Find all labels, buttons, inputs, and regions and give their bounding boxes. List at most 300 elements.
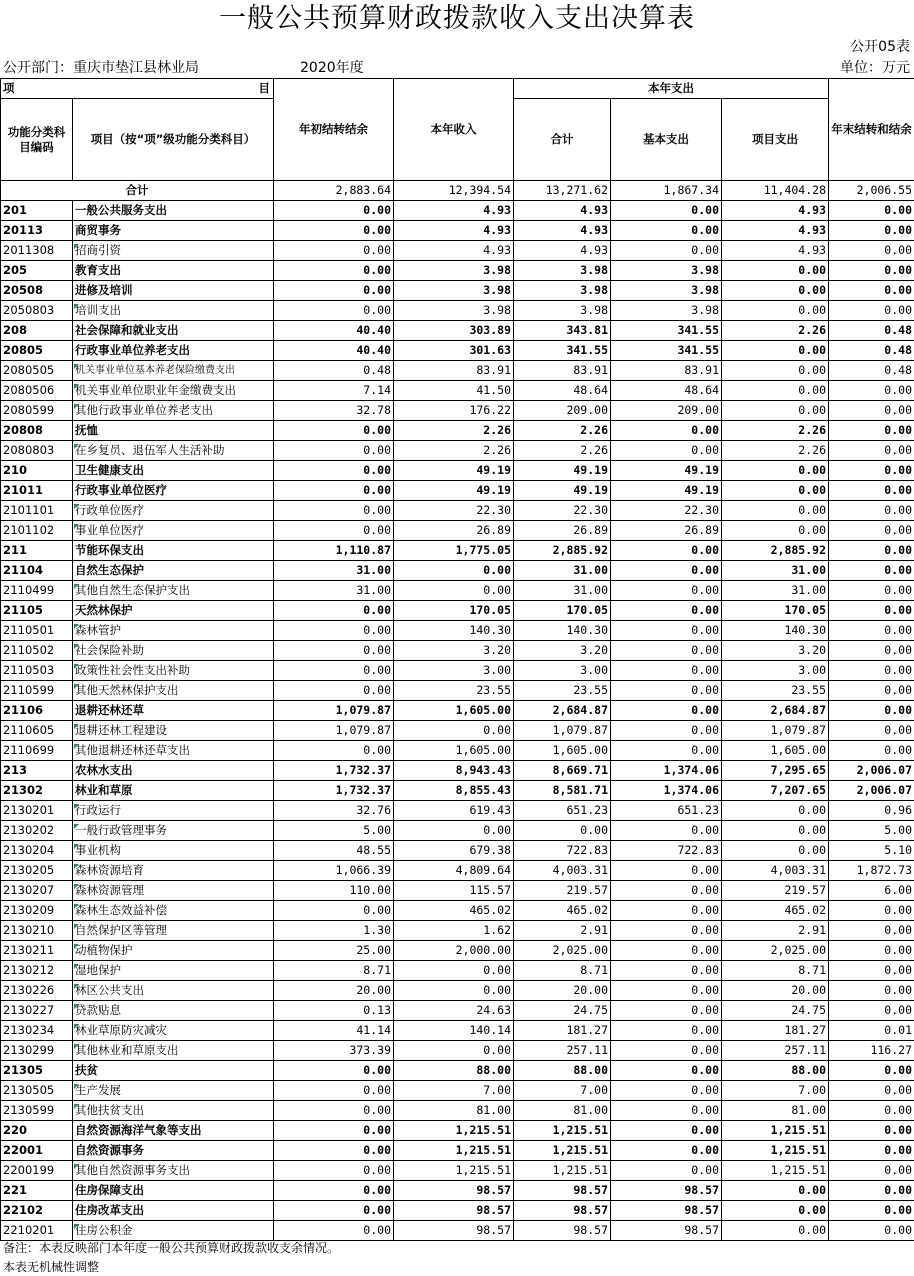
- cell-project: 0.00: [722, 381, 829, 401]
- cell-basic: 1,374.06: [611, 761, 722, 781]
- cell-basic: 0.00: [611, 441, 722, 461]
- header-project-expense: 项目支出: [722, 99, 829, 181]
- cell-project: 0.00: [722, 501, 829, 521]
- cell-basic: 0.00: [611, 921, 722, 941]
- cell-income: 0.00: [394, 581, 514, 601]
- cell-expense-total: 651.23: [514, 801, 611, 821]
- row-name: 自然保护区等管理: [73, 921, 274, 941]
- cell-opening: 0.00: [274, 521, 394, 541]
- row-name: 抚恤: [73, 421, 274, 441]
- cell-opening: 0.00: [274, 1181, 394, 1201]
- row-code: 208: [1, 321, 73, 341]
- cell-expense-total: 1,215.51: [514, 1141, 611, 1161]
- cell-project: 1,215.51: [722, 1141, 829, 1161]
- cell-basic: 0.00: [611, 681, 722, 701]
- cell-opening: 0.00: [274, 1121, 394, 1141]
- table-row: [1, 201, 914, 221]
- header-income: 本年收入: [394, 79, 514, 181]
- cell-expense-total: 722.83: [514, 841, 611, 861]
- table-row: [1, 321, 914, 341]
- cell-expense-total: 181.27: [514, 1021, 611, 1041]
- cell-project: 0.00: [722, 461, 829, 481]
- cell-opening: 1,066.39: [274, 861, 394, 881]
- row-code: 2101102: [1, 521, 73, 541]
- header-xiang-mu: [1, 79, 274, 99]
- cell-expense-total: 343.81: [514, 321, 611, 341]
- cell-basic: 0.00: [611, 201, 722, 221]
- table-row: [1, 241, 914, 261]
- cell-project: 31.00: [722, 581, 829, 601]
- cell-ending: 1,872.73: [829, 861, 914, 881]
- cell-opening: 0.00: [274, 601, 394, 621]
- cell-ending: 0.00: [829, 661, 914, 681]
- cell-income: 3.98: [394, 281, 514, 301]
- cell-project: 31.00: [722, 561, 829, 581]
- table-row: [1, 381, 914, 401]
- cell-expense-total: 8,581.71: [514, 781, 611, 801]
- cell-expense-total: 31.00: [514, 561, 611, 581]
- cell-expense-total: 88.00: [514, 1061, 611, 1081]
- header-opening-balance: 年初结转结余: [274, 79, 394, 181]
- cell-ending: 0.00: [829, 501, 914, 521]
- cell-ending: 0.00: [829, 481, 914, 501]
- cell-opening: 0.00: [274, 1141, 394, 1161]
- cell-expense-total: 2.91: [514, 921, 611, 941]
- row-name: 农林水支出: [73, 761, 274, 781]
- row-code: 2130227: [1, 1001, 73, 1021]
- row-code: 2130299: [1, 1041, 73, 1061]
- cell-project: 0.00: [722, 281, 829, 301]
- cell-income: 140.30: [394, 621, 514, 641]
- cell-expense-total: 22.30: [514, 501, 611, 521]
- cell-expense-total: 2,025.00: [514, 941, 611, 961]
- header-code: 功能分类科目编码: [1, 99, 73, 181]
- cell-project: 2,025.00: [722, 941, 829, 961]
- cell-opening: 0.00: [274, 241, 394, 261]
- row-code: 2130205: [1, 861, 73, 881]
- cell-basic: 3.98: [611, 261, 722, 281]
- fiscal-year: 2020年度: [300, 60, 364, 76]
- cell-basic: 3.98: [611, 281, 722, 301]
- row-code: 211: [1, 541, 73, 561]
- cell-ending: 0.00: [829, 681, 914, 701]
- row-name: 其他行政事业单位养老支出: [73, 401, 274, 421]
- cell-ending: 0.96: [829, 801, 914, 821]
- row-name: 林业草原防灾减灾: [73, 1021, 274, 1041]
- cell-basic: 0.00: [611, 941, 722, 961]
- cell-project: 7,207.65: [722, 781, 829, 801]
- row-code: 2130212: [1, 961, 73, 981]
- cell-income: 303.89: [394, 321, 514, 341]
- cell-income: 4.93: [394, 221, 514, 241]
- cell-expense-total: 257.11: [514, 1041, 611, 1061]
- cell-project: 4.93: [722, 201, 829, 221]
- cell-income: 8,943.43: [394, 761, 514, 781]
- cell-income: 4,809.64: [394, 861, 514, 881]
- cell-expense-total: 8.71: [514, 961, 611, 981]
- cell-ending: 0.00: [829, 981, 914, 1001]
- cell-opening: 0.00: [274, 201, 394, 221]
- cell-income: 0.00: [394, 821, 514, 841]
- table-row: [1, 481, 914, 501]
- cell-income: 465.02: [394, 901, 514, 921]
- cell-expense-total: 3.00: [514, 661, 611, 681]
- department-label: 公开部门：重庆市垫江县林业局: [3, 60, 199, 76]
- header-name: 项目（按“项”级功能分类科目）: [73, 99, 274, 181]
- cell-expense-total: 1,079.87: [514, 721, 611, 741]
- cell-opening: 0.00: [274, 661, 394, 681]
- total-income: 12,394.54: [394, 181, 514, 201]
- row-code: 21011: [1, 481, 73, 501]
- table-row: [1, 221, 914, 241]
- row-name: 湿地保护: [73, 961, 274, 981]
- cell-ending: 0.00: [829, 381, 914, 401]
- cell-basic: 26.89: [611, 521, 722, 541]
- cell-ending: 0.00: [829, 1141, 914, 1161]
- row-name: 培训支出: [73, 301, 274, 321]
- cell-opening: 0.00: [274, 641, 394, 661]
- cell-opening: 1,732.37: [274, 761, 394, 781]
- cell-project: 0.00: [722, 1221, 829, 1241]
- cell-expense-total: 83.91: [514, 361, 611, 381]
- table-row: [1, 761, 914, 781]
- cell-project: 2.26: [722, 321, 829, 341]
- header-mu: 目: [258, 81, 270, 95]
- cell-income: 49.19: [394, 461, 514, 481]
- cell-income: 0.00: [394, 961, 514, 981]
- cell-ending: 0.00: [829, 641, 914, 661]
- table-row: [1, 1181, 914, 1201]
- row-code: 213: [1, 761, 73, 781]
- cell-project: 7,295.65: [722, 761, 829, 781]
- row-code: 2130209: [1, 901, 73, 921]
- row-code: 2080506: [1, 381, 73, 401]
- table-row: [1, 401, 914, 421]
- cell-income: 4.93: [394, 241, 514, 261]
- total-expense: 13,271.62: [514, 181, 611, 201]
- row-code: 21302: [1, 781, 73, 801]
- cell-ending: 0.00: [829, 461, 914, 481]
- cell-project: 4.93: [722, 241, 829, 261]
- cell-expense-total: 98.57: [514, 1181, 611, 1201]
- cell-income: 301.63: [394, 341, 514, 361]
- cell-opening: 31.00: [274, 581, 394, 601]
- cell-expense-total: 3.98: [514, 301, 611, 321]
- cell-basic: 98.57: [611, 1181, 722, 1201]
- cell-basic: 1,374.06: [611, 781, 722, 801]
- row-name: 森林资源管理: [73, 881, 274, 901]
- cell-expense-total: 219.57: [514, 881, 611, 901]
- cell-basic: 0.00: [611, 901, 722, 921]
- table-row: [1, 1101, 914, 1121]
- row-code: 2110501: [1, 621, 73, 641]
- cell-ending: 0.00: [829, 541, 914, 561]
- cell-ending: 0.00: [829, 1221, 914, 1241]
- row-code: 20113: [1, 221, 73, 241]
- cell-basic: 0.00: [611, 1141, 722, 1161]
- cell-ending: 0.00: [829, 581, 914, 601]
- cell-expense-total: 140.30: [514, 621, 611, 641]
- cell-income: 0.00: [394, 981, 514, 1001]
- cell-opening: 5.00: [274, 821, 394, 841]
- row-name: 其他自然生态保护支出: [73, 581, 274, 601]
- cell-opening: 0.00: [274, 1061, 394, 1081]
- cell-income: 22.30: [394, 501, 514, 521]
- cell-opening: 1,079.87: [274, 701, 394, 721]
- cell-income: 3.98: [394, 261, 514, 281]
- table-row: [1, 641, 914, 661]
- cell-opening: 0.00: [274, 621, 394, 641]
- cell-opening: 20.00: [274, 981, 394, 1001]
- row-name: 贷款贴息: [73, 1001, 274, 1021]
- cell-ending: 0.01: [829, 1021, 914, 1041]
- cell-expense-total: 3.98: [514, 261, 611, 281]
- table-row: [1, 681, 914, 701]
- cell-project: 465.02: [722, 901, 829, 921]
- cell-income: 2,000.00: [394, 941, 514, 961]
- cell-project: 1,605.00: [722, 741, 829, 761]
- cell-project: 8.71: [722, 961, 829, 981]
- cell-expense-total: 3.98: [514, 281, 611, 301]
- row-code: 2130204: [1, 841, 73, 861]
- cell-opening: 40.40: [274, 341, 394, 361]
- cell-ending: 0.00: [829, 941, 914, 961]
- cell-ending: 0.00: [829, 281, 914, 301]
- cell-income: 81.00: [394, 1101, 514, 1121]
- row-code: 22001: [1, 1141, 73, 1161]
- cell-basic: 0.00: [611, 1001, 722, 1021]
- cell-opening: 0.00: [274, 221, 394, 241]
- cell-basic: 98.57: [611, 1201, 722, 1221]
- row-code: 2110499: [1, 581, 73, 601]
- table-row: [1, 921, 914, 941]
- table-row: [1, 841, 914, 861]
- cell-income: 140.14: [394, 1021, 514, 1041]
- row-code: 21106: [1, 701, 73, 721]
- row-code: 2130599: [1, 1101, 73, 1121]
- cell-expense-total: 49.19: [514, 461, 611, 481]
- cell-basic: 0.00: [611, 661, 722, 681]
- cell-basic: 83.91: [611, 361, 722, 381]
- cell-project: 23.55: [722, 681, 829, 701]
- cell-ending: 0.00: [829, 961, 914, 981]
- cell-project: 0.00: [722, 801, 829, 821]
- total-opening: 2,883.64: [274, 181, 394, 201]
- cell-basic: 0.00: [611, 601, 722, 621]
- cell-project: 219.57: [722, 881, 829, 901]
- cell-ending: 5.00: [829, 821, 914, 841]
- cell-basic: 0.00: [611, 1081, 722, 1101]
- row-code: 21104: [1, 561, 73, 581]
- table-row: [1, 541, 914, 561]
- cell-income: 176.22: [394, 401, 514, 421]
- table-row: [1, 581, 914, 601]
- footnote-adjustment: 本表无机械性调整: [3, 1260, 100, 1274]
- cell-expense-total: 0.00: [514, 821, 611, 841]
- row-code: 2130210: [1, 921, 73, 941]
- cell-ending: 0.00: [829, 1081, 914, 1101]
- cell-income: 2.26: [394, 421, 514, 441]
- cell-ending: 0.00: [829, 701, 914, 721]
- table-row: [1, 661, 914, 681]
- cell-opening: 110.00: [274, 881, 394, 901]
- cell-project: 181.27: [722, 1021, 829, 1041]
- cell-basic: 0.00: [611, 821, 722, 841]
- cell-income: 3.00: [394, 661, 514, 681]
- cell-basic: 0.00: [611, 621, 722, 641]
- cell-income: 26.89: [394, 521, 514, 541]
- row-name: 林业和草原: [73, 781, 274, 801]
- row-code: 2130202: [1, 821, 73, 841]
- row-code: 2130211: [1, 941, 73, 961]
- cell-expense-total: 49.19: [514, 481, 611, 501]
- row-name: 住房改革支出: [73, 1201, 274, 1221]
- row-name: 森林生态效益补偿: [73, 901, 274, 921]
- cell-project: 0.00: [722, 361, 829, 381]
- cell-basic: 48.64: [611, 381, 722, 401]
- cell-ending: 0.00: [829, 601, 914, 621]
- row-code: 2110502: [1, 641, 73, 661]
- cell-opening: 0.00: [274, 421, 394, 441]
- row-name: 其他天然林保护支出: [73, 681, 274, 701]
- cell-ending: 0.00: [829, 1061, 914, 1081]
- cell-project: 0.00: [722, 821, 829, 841]
- cell-project: 81.00: [722, 1101, 829, 1121]
- cell-project: 1,215.51: [722, 1161, 829, 1181]
- cell-ending: 0.00: [829, 421, 914, 441]
- cell-opening: 0.13: [274, 1001, 394, 1021]
- cell-income: 41.50: [394, 381, 514, 401]
- row-name: 其他林业和草原支出: [73, 1041, 274, 1061]
- cell-expense-total: 2,684.87: [514, 701, 611, 721]
- cell-income: 4.93: [394, 201, 514, 221]
- row-name: 社会保险补助: [73, 641, 274, 661]
- table-row: [1, 1081, 914, 1101]
- row-name: 节能环保支出: [73, 541, 274, 561]
- row-code: 2110699: [1, 741, 73, 761]
- cell-opening: 0.48: [274, 361, 394, 381]
- cell-ending: 5.10: [829, 841, 914, 861]
- cell-income: 1,605.00: [394, 741, 514, 761]
- cell-basic: 0.00: [611, 561, 722, 581]
- cell-basic: 0.00: [611, 981, 722, 1001]
- cell-project: 1,215.51: [722, 1121, 829, 1141]
- row-code: 205: [1, 261, 73, 281]
- cell-expense-total: 23.55: [514, 681, 611, 701]
- cell-opening: 0.00: [274, 281, 394, 301]
- cell-project: 0.00: [722, 261, 829, 281]
- cell-income: 98.57: [394, 1201, 514, 1221]
- table-row: [1, 881, 914, 901]
- cell-income: 23.55: [394, 681, 514, 701]
- cell-basic: 0.00: [611, 961, 722, 981]
- cell-project: 0.00: [722, 1201, 829, 1221]
- cell-income: 1,605.00: [394, 701, 514, 721]
- cell-income: 3.20: [394, 641, 514, 661]
- table-row: [1, 461, 914, 481]
- table-row: [1, 1041, 914, 1061]
- row-code: 2110605: [1, 721, 73, 741]
- cell-expense-total: 8,669.71: [514, 761, 611, 781]
- row-name: 卫生健康支出: [73, 461, 274, 481]
- cell-project: 3.20: [722, 641, 829, 661]
- cell-income: 83.91: [394, 361, 514, 381]
- row-code: 2080803: [1, 441, 73, 461]
- cell-ending: 2,006.07: [829, 761, 914, 781]
- cell-opening: 7.14: [274, 381, 394, 401]
- table-row: [1, 961, 914, 981]
- cell-opening: 0.00: [274, 1221, 394, 1241]
- cell-ending: 0.00: [829, 221, 914, 241]
- row-name: 行政事业单位医疗: [73, 481, 274, 501]
- cell-expense-total: 4.93: [514, 241, 611, 261]
- table-row: [1, 361, 914, 381]
- table-row: [1, 1001, 914, 1021]
- total-label: 合计: [1, 181, 274, 201]
- table-row: [1, 421, 914, 441]
- cell-income: 0.00: [394, 1041, 514, 1061]
- cell-basic: 0.00: [611, 1101, 722, 1121]
- cell-opening: 32.76: [274, 801, 394, 821]
- cell-basic: 0.00: [611, 241, 722, 261]
- row-name: 事业机构: [73, 841, 274, 861]
- cell-income: 115.57: [394, 881, 514, 901]
- cell-expense-total: 2.26: [514, 421, 611, 441]
- cell-income: 98.57: [394, 1221, 514, 1241]
- cell-expense-total: 48.64: [514, 381, 611, 401]
- cell-opening: 0.00: [274, 681, 394, 701]
- row-code: 2080505: [1, 361, 73, 381]
- cell-basic: 0.00: [611, 581, 722, 601]
- cell-project: 170.05: [722, 601, 829, 621]
- cell-opening: 1,079.87: [274, 721, 394, 741]
- table-row: [1, 621, 914, 641]
- cell-basic: 651.23: [611, 801, 722, 821]
- cell-basic: 3.98: [611, 301, 722, 321]
- header-xiang: 项: [3, 81, 15, 95]
- cell-ending: 116.27: [829, 1041, 914, 1061]
- row-code: 210: [1, 461, 73, 481]
- cell-basic: 0.00: [611, 861, 722, 881]
- cell-ending: 0.00: [829, 1201, 914, 1221]
- cell-basic: 0.00: [611, 1061, 722, 1081]
- row-code: 2011308: [1, 241, 73, 261]
- row-code: 221: [1, 1181, 73, 1201]
- cell-expense-total: 4.93: [514, 201, 611, 221]
- cell-basic: 49.19: [611, 461, 722, 481]
- cell-opening: 32.78: [274, 401, 394, 421]
- row-code: 20805: [1, 341, 73, 361]
- cell-basic: 0.00: [611, 1161, 722, 1181]
- cell-project: 4.93: [722, 221, 829, 241]
- cell-ending: 0.00: [829, 521, 914, 541]
- cell-basic: 0.00: [611, 1041, 722, 1061]
- table-row: [1, 861, 914, 881]
- cell-basic: 0.00: [611, 881, 722, 901]
- cell-project: 0.00: [722, 301, 829, 321]
- cell-basic: 341.55: [611, 321, 722, 341]
- cell-project: 257.11: [722, 1041, 829, 1061]
- cell-income: 1,775.05: [394, 541, 514, 561]
- row-name: 自然生态保护: [73, 561, 274, 581]
- cell-expense-total: 20.00: [514, 981, 611, 1001]
- cell-opening: 1,732.37: [274, 781, 394, 801]
- cell-expense-total: 1,605.00: [514, 741, 611, 761]
- cell-opening: 0.00: [274, 481, 394, 501]
- cell-basic: 0.00: [611, 701, 722, 721]
- table-row: [1, 981, 914, 1001]
- cell-expense-total: 170.05: [514, 601, 611, 621]
